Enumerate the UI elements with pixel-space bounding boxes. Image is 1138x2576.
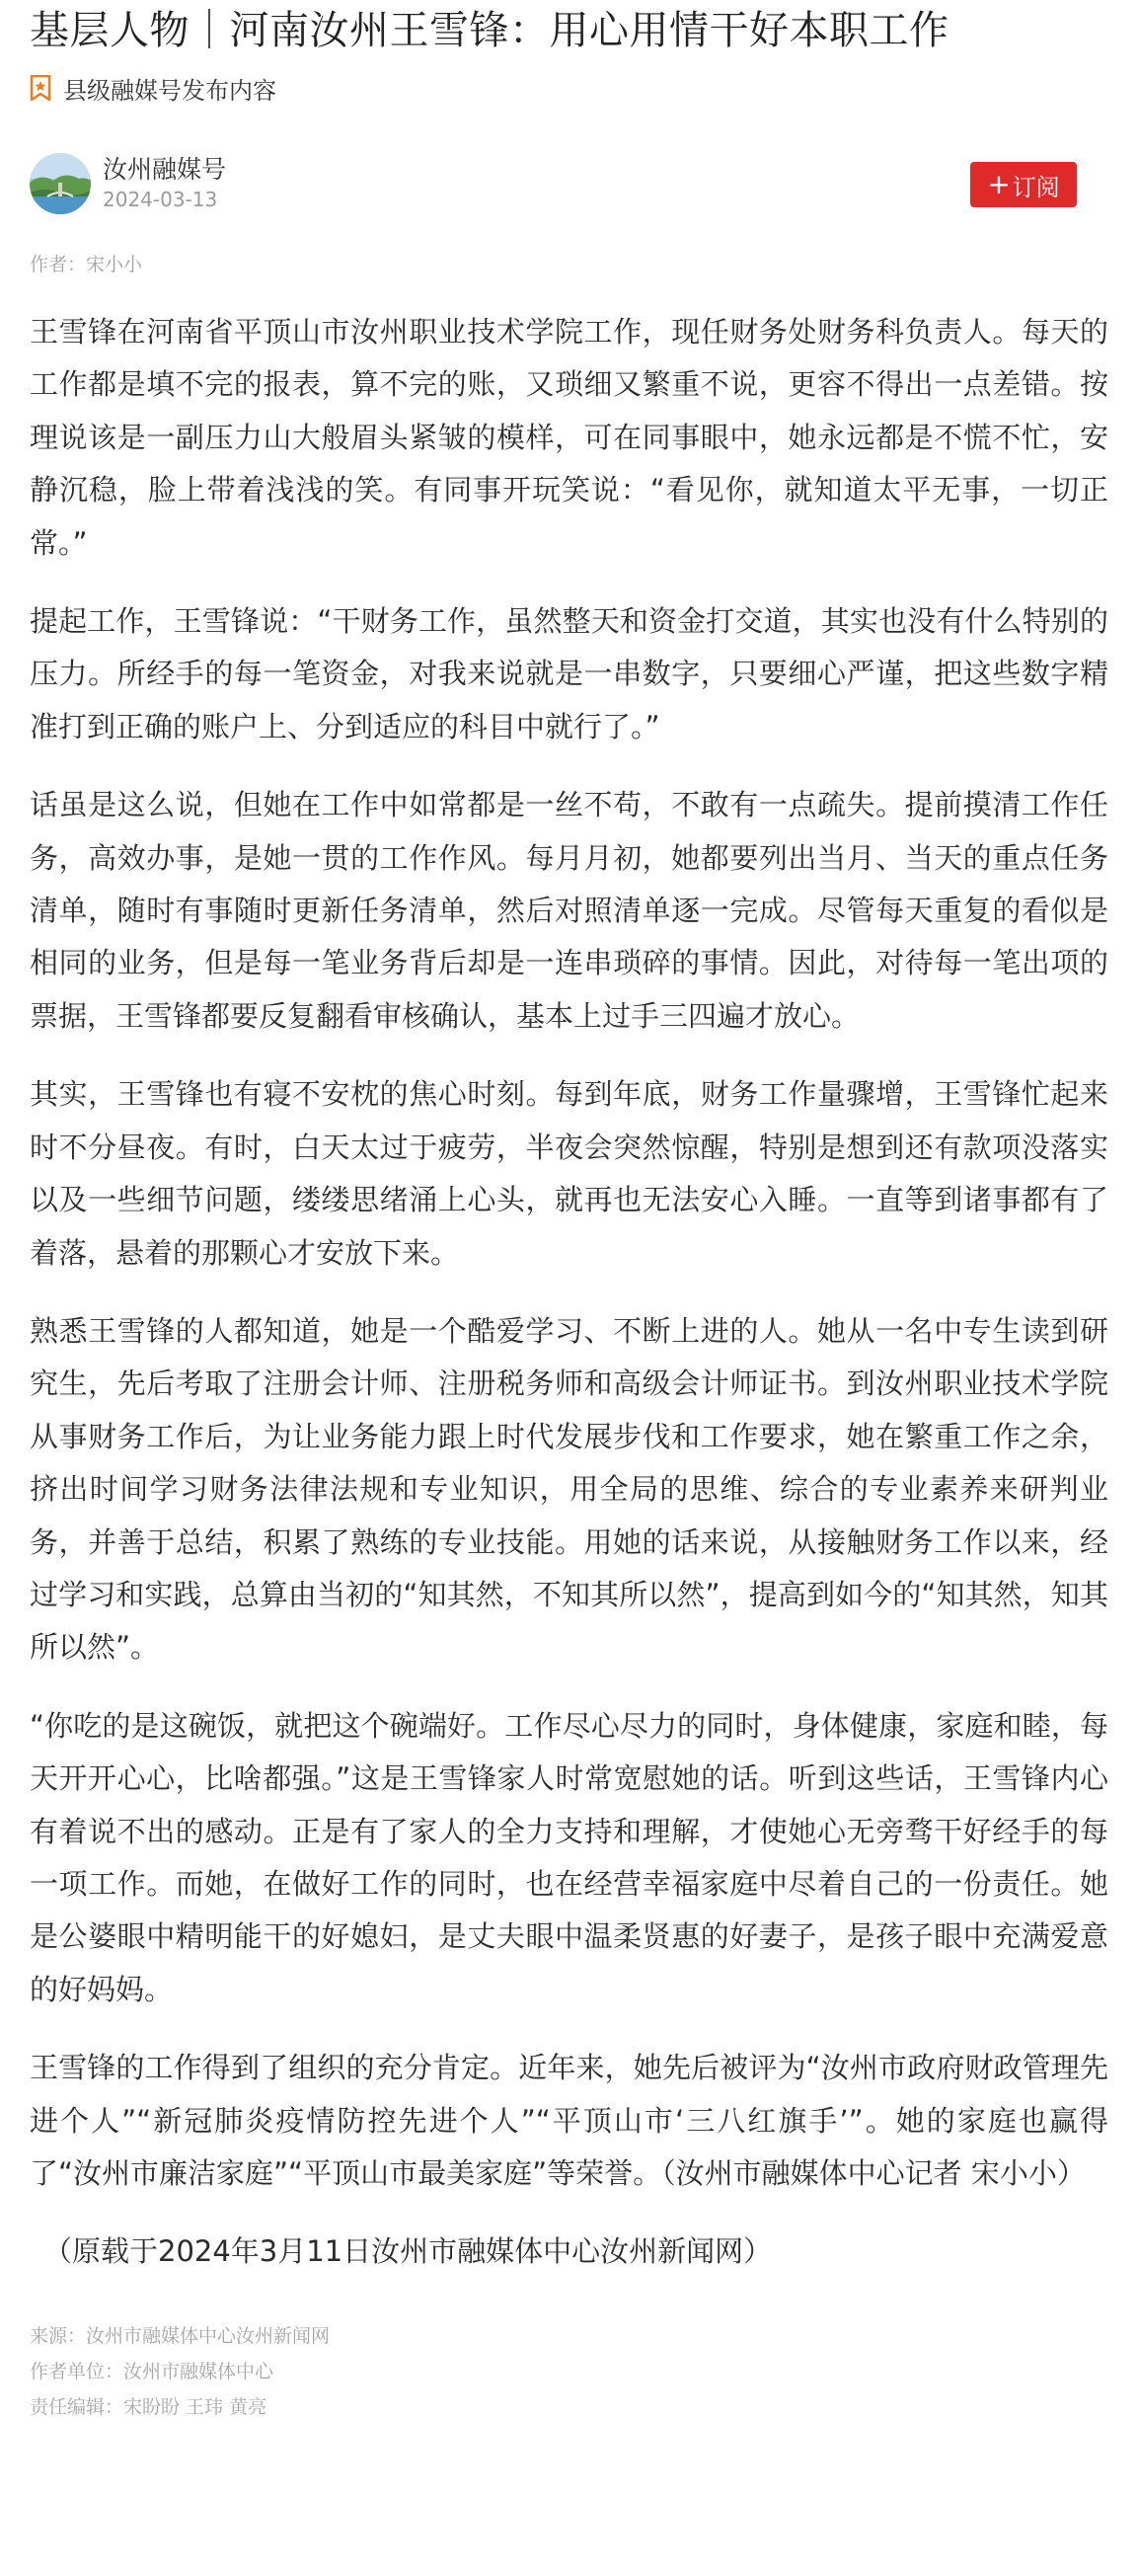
article-footer xyxy=(30,2318,1108,2425)
reprint-note: （原载于2024年3月11日汝州市融媒体中心汝州新闻网） xyxy=(43,2234,773,2269)
author-header xyxy=(30,152,1108,215)
byline: 作者：宋小小 xyxy=(30,254,143,275)
article-paragraph: 话虽是这么说，但她在工作中如常都是一丝不苟，不敢有一点疏失。提前摸清工作任务，高效办事，是她一贯的工作作风。每月月初，她都要列出当月、当天的重点任务清单，随时有事随时更新任务清单，然后对照清单逐一完成。尽管每天重复的看似是相同的业务，但是每一笔业务背后却是一连串琐碎的事情。因此，对待每一笔出项的票据，王雪锋都要反复翻看审核确认，基本上过手三四遍才放心。 xyxy=(30,788,1108,1033)
source-line: 来源：汝州市融媒体中心汝州新闻网 xyxy=(30,2324,331,2347)
article-paragraph: 提起工作，王雪锋说：“干财务工作，虽然整天和资金打交道，其实也没有什么特别的压力。所经手的每一笔资金，对我来说就是一串数字，只要细心严谨，把这些数字精准打到正确的账户上、分到适应的科目中就行了。” xyxy=(30,604,1108,743)
editors-line: 责任编辑：宋盼盼 王玮 黄亮 xyxy=(30,2395,267,2418)
subscribe-button[interactable] xyxy=(970,162,1077,207)
author-unit-line: 作者单位：汝州市融媒体中心 xyxy=(30,2360,274,2382)
publisher-tag xyxy=(30,73,1108,103)
article-paragraph: 王雪锋在河南省平顶山市汝州职业技术学院工作，现任财务处财务科负责人。每天的工作都是填不完的报表，算不完的账，又琐细又繁重不说，更容不得出一点差错。按理说该是一副压力山大般眉头紧皱的模样，可在同事眼中，她永远都是不慌不忙，安静沉稳，脸上带着浅浅的笑。有同事开玩笑说：“看见你，就知道太平无事，一切正常。” xyxy=(30,315,1108,560)
page-title: 基层人物｜河南汝州王雪锋：用心用情干好本职工作 xyxy=(30,8,949,53)
avatar-landscape-image xyxy=(30,153,91,214)
article-paragraph: “你吃的是这碗饭，就把这个碗端好。工作尽心尽力的同时，身体健康，家庭和睦，每天开开心心，比啥都强。”这是王雪锋家人时常宽慰她的话。听到这些话，王雪锋内心有着说不出的感动。正是有了家人的全力支持和理解，才使她心无旁骛干好经手的每一项工作。而她，在做好工作的同时，也在经营幸福家庭中尽着自己的一份责任。她是公婆眼中精明能干的好媳妇，是丈夫眼中温柔贤惠的好妻子，是孩子眼中充满爱意的好妈妈。 xyxy=(30,1708,1108,2006)
article-paragraph: 其实，王雪锋也有寝不安枕的焦心时刻。每到年底，财务工作量骤增，王雪锋忙起来时不分昼夜。有时，白天太过于疲劳，半夜会突然惊醒，特别是想到还有款项没落实以及一些细节问题，缕缕思绪涌上心头，就再也无法安心入睡。一直等到诸事都有了着落，悬着的那颗心才安放下来。 xyxy=(30,1077,1108,1270)
author-avatar[interactable] xyxy=(30,153,91,214)
subscribe-label: 订阅 xyxy=(1012,173,1060,201)
plus-icon: + xyxy=(987,168,1011,200)
article-paragraph: 王雪锋的工作得到了组织的充分肯定。近年来，她先后被评为“汝州市政府财政管理先进个人”“新冠肺炎疫情防控先进个人”“平顶山市‘三八红旗手’”。她的家庭也赢得了“汝州市廉洁家庭”“平顶山市最美家庭”等荣誉。（汝州市融媒体中心记者 宋小小） xyxy=(30,2051,1108,2190)
author-name[interactable]: 汝州融媒号 xyxy=(103,155,227,184)
publish-date: 2024-03-13 xyxy=(103,188,218,211)
article-body xyxy=(30,306,1108,2279)
badge-icon xyxy=(30,75,51,101)
publisher-tag-label: 县级融媒号发布内容 xyxy=(63,76,276,105)
article-paragraph: 熟悉王雪锋的人都知道，她是一个酷爱学习、不断上进的人。她从一名中专生读到研究生，先后考取了注册会计师、注册税务师和高级会计师证书。到汝州职业技术学院从事财务工作后，为让业务能力跟上时代发展步伐和工作要求，她在繁重工作之余，挤出时间学习财务法律法规和专业知识，用全局的思维、综合的专业素养来研判业务，并善于总结，积累了熟练的专业技能。用她的话来说，从接触财务工作以来，经过学习和实践，总算由当初的“知其然，不知其所以然”，提高到如今的“知其然，知其所以然”。 xyxy=(30,1313,1108,1665)
